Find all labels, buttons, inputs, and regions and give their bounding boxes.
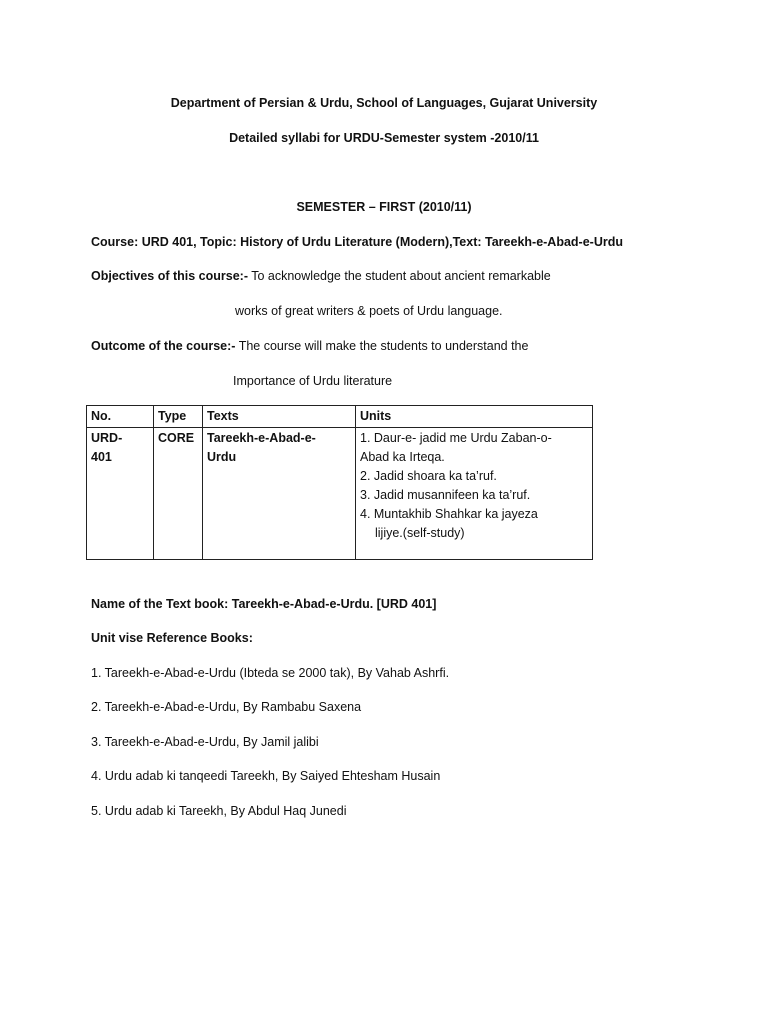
units-list xyxy=(360,429,588,543)
cell-no xyxy=(87,428,154,560)
course-units-table xyxy=(86,405,593,560)
textbook-line: Name of the Text book: Tareekh-e-Abad-e-Urdu. [URD 401] xyxy=(91,597,437,611)
cell-no-line-2: 401 xyxy=(91,450,112,464)
reference-item: 1. Tareekh-e-Abad-e-Urdu (Ibteda se 2000 tak), By Vahab Ashrfi. xyxy=(91,666,450,680)
cell-units xyxy=(356,428,593,560)
header-type: Type xyxy=(154,406,203,428)
list-item: 2. Jadid shoara ka ta’ruf. xyxy=(360,469,497,483)
list-item: lijiye.(self-study) xyxy=(375,526,465,540)
reference-item: 2. Tareekh-e-Abad-e-Urdu, By Rambabu Saxena xyxy=(91,700,362,714)
course-line: Course: URD 401, Topic: History of Urdu Literature (Modern),Text: Tareekh-e-Abad-e-Urdu xyxy=(91,235,623,249)
list-item: 4. Muntakhib Shahkar ka jayeza xyxy=(360,507,538,521)
outcome-label: Outcome of the course:- xyxy=(91,339,236,353)
header-units: Units xyxy=(356,406,593,428)
reference-heading: Unit vise Reference Books: xyxy=(91,631,253,645)
objectives-line xyxy=(91,268,551,284)
reference-item: 4. Urdu adab ki tanqeedi Tareekh, By Saiyed Ehtesham Husain xyxy=(91,769,441,783)
objectives-label: Objectives of this course:- xyxy=(91,269,248,283)
cell-texts-line-1: Tareekh-e-Abad-e- xyxy=(207,431,316,445)
department-heading: Department of Persian & Urdu, School of Languages, Gujarat University xyxy=(170,96,598,110)
outcome-text: The course will make the students to understand the xyxy=(235,339,529,353)
header-no: No. xyxy=(87,406,154,428)
objectives-text: To acknowledge the student about ancient remarkable xyxy=(247,269,551,283)
semester-heading: SEMESTER – FIRST (2010/11) xyxy=(296,200,472,214)
cell-no-line-1: URD- xyxy=(91,431,123,445)
reference-item: 3. Tareekh-e-Abad-e-Urdu, By Jamil jalibi xyxy=(91,735,319,749)
list-item: Abad ka Irteqa. xyxy=(360,450,445,464)
list-item: 3. Jadid musannifeen ka ta’ruf. xyxy=(360,488,531,502)
cell-texts-line-2: Urdu xyxy=(207,450,237,464)
syllabus-title: Detailed syllabi for URDU-Semester system -2010/11 xyxy=(229,131,539,145)
outcome-line xyxy=(91,338,528,354)
reference-item: 5. Urdu adab ki Tareekh, By Abdul Haq Junedi xyxy=(91,804,347,818)
objectives-continuation: works of great writers & poets of Urdu language. xyxy=(235,304,503,318)
list-item: 1. Daur-e- jadid me Urdu Zaban-o- xyxy=(360,431,552,445)
cell-texts xyxy=(203,428,356,560)
table-header-row xyxy=(87,406,593,428)
cell-type: CORE xyxy=(154,428,203,560)
table-row xyxy=(87,428,593,560)
outcome-continuation: Importance of Urdu literature xyxy=(233,374,393,388)
header-texts: Texts xyxy=(203,406,356,428)
